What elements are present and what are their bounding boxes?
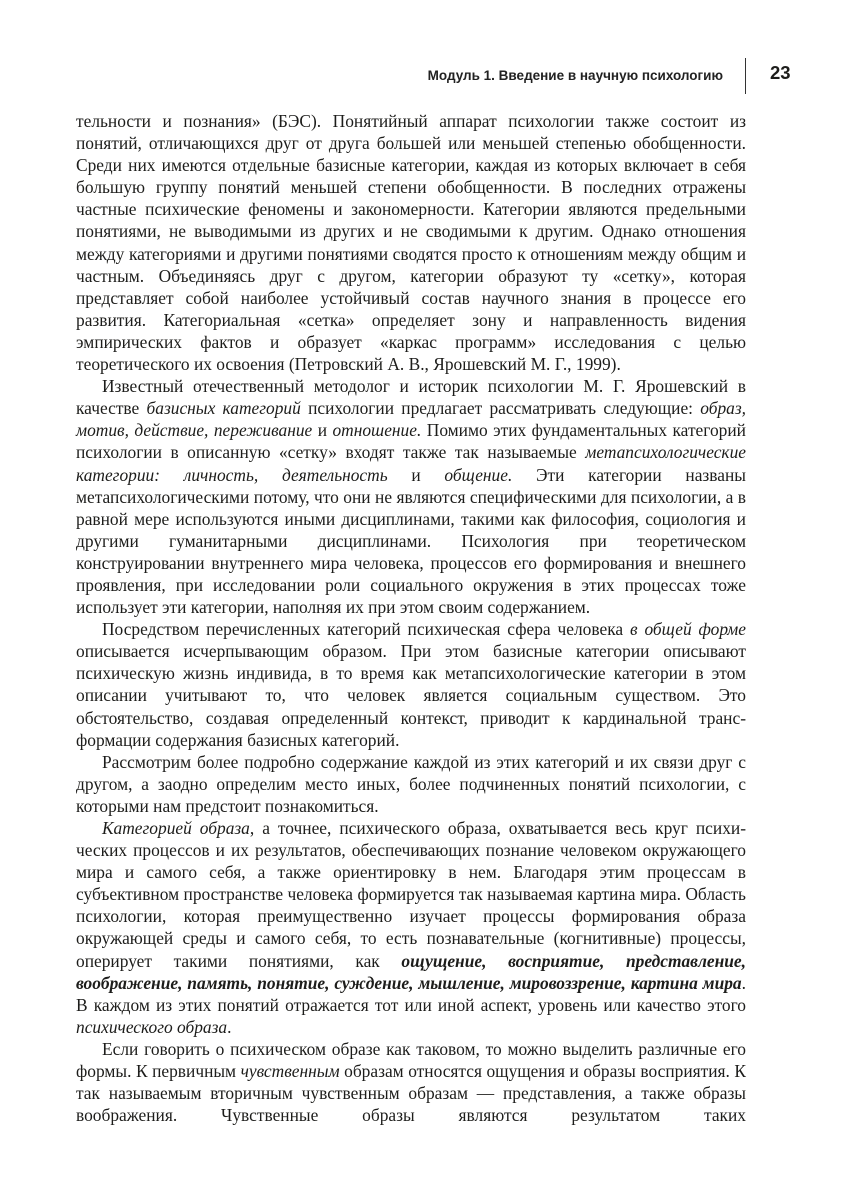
text-run: тельности и познания» (БЭС). Понятийный аппарат психологии также состоит из понятий, отличающихся друг от друга большей или меньшей степенью обобщенности. Среди них имеются отдельные базисные категории, каждая из которых включает в себя большую группу понятий меньшей степени обобщенности. В последних отражены частные психические феномены и закономерности. Категории являются предельными понятиями, не выводимыми из других и не сводимыми к другим. Однако отношения между категориями и другими понятиями сводятся просто к отношениям между общим и частным. Объединяясь друг с другом, категории образуют ту «сетку», которая представляет собой наиболее устойчивый состав научного знания в процессе его развития. Категориальная «сетка» определяет зону и направленность видения эмпирических фактов и образует «каркас программ» исследования с целью теоретического их освоения (Петровский А. В., Ярошевский М. Г., 1999).: [76, 111, 746, 375]
bold-italic-terms: ощущение, восприятие, представление, воображение, память, понятие, суждение, мышление, мировоззрение, картина мира: [76, 950, 746, 993]
text-run: Рассмотрим более подробно содержание каждой из этих категорий и их связи друг с другом, а заодно определим место иных, более подчиненных понятий психологии, с которыми нам предстоит познакомиться.: [76, 751, 746, 816]
paragraph-3: [76, 618, 746, 751]
text-run: и: [387, 464, 445, 485]
paragraph-6: [76, 1038, 746, 1126]
paragraph-1: [76, 110, 746, 375]
text-run: образам относятся ощущения и образы восприятия. К так называемым вторичным чувственным образам — представления, а также образы воображения. Чувственные образы являются результатом таких: [76, 1061, 747, 1126]
text-run: Эти категории названы метапсихологическими потому, что они не являются специфическими для психологии, а в равной мере используются иными дисциплинами, такими как философия, социология и другими гуманитарными дисциплинами. Психология при теоретическом конструировании внутреннего мира человека, процессов его формирования и внешнего проявления, при исследовании роли социального окружения в этих процессах тоже использует эти категории, наполняя их при этом своим содержанием.: [76, 464, 746, 618]
italic-term: чувственным: [240, 1061, 340, 1082]
italic-term: общение.: [444, 464, 513, 485]
text-run: .: [227, 1016, 232, 1037]
text-run: психологии предлагает рассматривать следующие:: [300, 398, 701, 419]
text-run: . В каждом из этих понятий отражается тот или иной аспект, уровень или качество этого: [76, 972, 746, 1015]
running-header: [0, 62, 849, 98]
text-run: описывается исчерпывающим образом. При этом базисные категории описывают психическую жизнь индивида, в то время как метапсихологические категории в этом описании учитывают то, что человек является социальным существом. Это обстоятельство, создавая определенный контекст, приводит к кардинальной трансформации содержания базисных категорий.: [76, 641, 746, 750]
italic-term: в общей форме: [630, 619, 747, 640]
text-run: и: [312, 420, 333, 441]
text-run: Известный отечественный методолог и историк психологии М. Г. Ярошевский в качестве: [76, 376, 746, 419]
paragraph-5: [76, 817, 746, 1038]
text-run: Если говорить о психическом образе как таковом, то можно выделить различные его формы. К первичным: [76, 1038, 746, 1082]
header-divider: [745, 58, 746, 94]
paragraph-4: [76, 751, 746, 817]
italic-term: психического образа: [76, 1016, 228, 1037]
text-run: , а точнее, психического образа, охватывается весь круг психических процессов и их результатов, обеспечивающих познание человеком окружающего мира и самого себя, а также ориентировку в нем. Благодаря этим процессам в субъективном пространстве человека формируется так называемая картина мира. Область психологии, которая преимущественно изучает процессы формирования образа окружающей среды и самого себя, то есть познавательные (когнитивные) процессы, оперирует такими понятиями, как: [76, 818, 746, 971]
italic-term: базисных категорий: [146, 398, 301, 419]
page-number: 23: [770, 62, 791, 83]
body-text: [76, 110, 746, 1126]
italic-term: метапсихологические категории: личность, деятельность: [76, 442, 746, 485]
running-title: Модуль 1. Введение в научную психологию: [427, 68, 723, 83]
paragraph-2: [76, 375, 746, 618]
italic-term: Категорией образа: [102, 818, 250, 838]
text-run: Посредством перечисленных категорий психическая сфера человека: [102, 619, 631, 640]
italic-term: образ, мотив, действие, переживание: [76, 398, 747, 441]
italic-term: отношение.: [332, 420, 422, 441]
text-run: Помимо этих фундаментальных категорий психологии в описанную «сетку» входят также так называемые: [76, 420, 746, 463]
